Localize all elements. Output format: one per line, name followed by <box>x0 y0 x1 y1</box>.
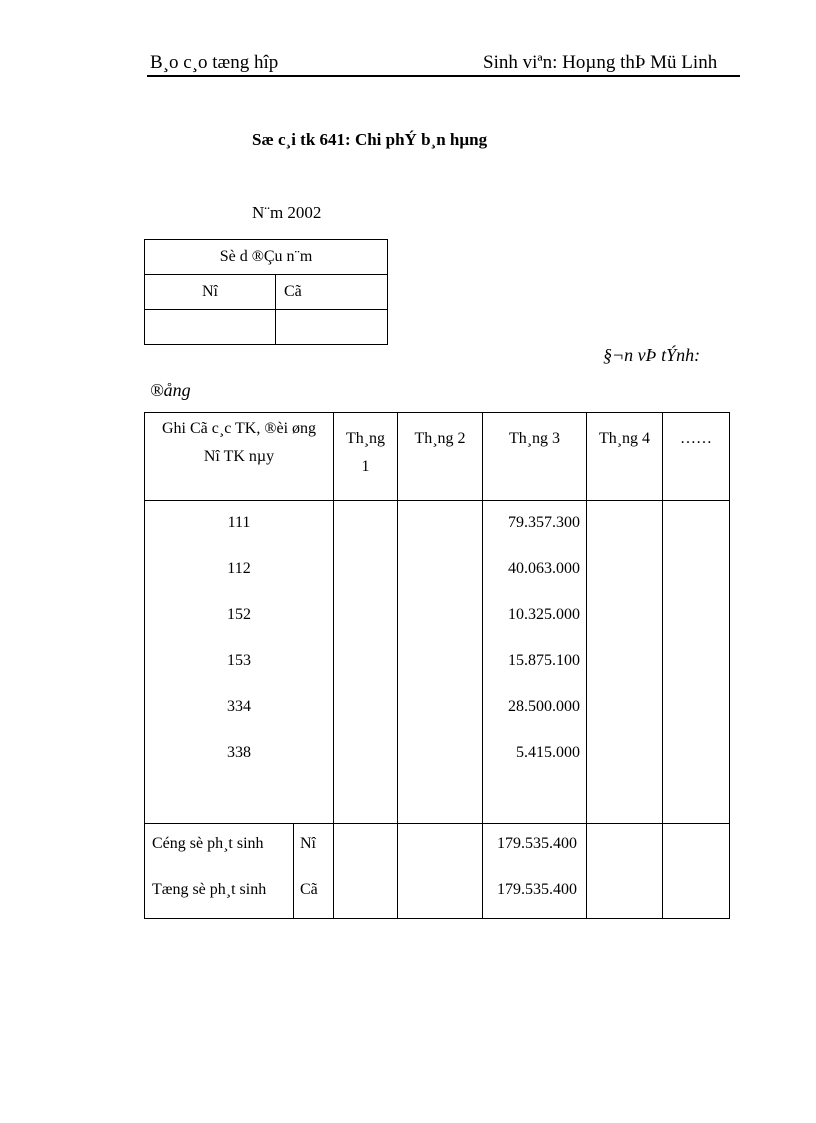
sum-month-3: 179.535.400 <box>497 881 578 898</box>
footer-month-4 <box>587 824 663 919</box>
footer-month-3 <box>483 824 587 919</box>
month-1-column <box>334 501 398 824</box>
header-month-1-line-2: 1 <box>361 458 370 475</box>
opening-debit-label: Nî <box>145 275 276 310</box>
opening-credit-label: Cã <box>276 275 388 310</box>
total-side: Nî <box>300 835 316 852</box>
account-row: 334 <box>227 698 251 715</box>
month-2-column <box>398 501 483 824</box>
account-row: 153 <box>227 652 251 669</box>
more-months-column <box>663 501 730 824</box>
sum-label: Tæng sè ph¸t sinh <box>152 881 267 898</box>
opening-balance-table <box>144 239 388 345</box>
footer-month-2 <box>398 824 483 919</box>
header-month-4-line-1: Th¸ng 4 <box>598 430 651 447</box>
header-more-months <box>663 413 730 501</box>
opening-credit-value <box>276 310 388 345</box>
page-title: Sæ c¸i tk 641: Chi phÝ b¸n hµng <box>252 130 488 149</box>
total-label: Céng sè ph¸t sinh <box>152 835 264 852</box>
header-student-name: Sinh viªn: Hoµng thÞ Mü Linh <box>483 52 718 73</box>
header-rule <box>147 75 740 77</box>
header-more-months-line: …… <box>680 430 713 447</box>
footer-label-cell <box>145 824 294 919</box>
amount-cell: 40.063.000 <box>508 560 581 577</box>
account-row: 338 <box>227 744 251 761</box>
amount-cell: 79.357.300 <box>508 514 581 531</box>
ledger-table <box>144 412 730 919</box>
account-row: 111 <box>227 514 251 531</box>
footer-more-months <box>663 824 730 919</box>
year-label: N¨m 2002 <box>252 203 322 222</box>
account-column <box>145 501 334 824</box>
header-account-line-2: Nî TK nµy <box>203 448 275 465</box>
amount-cell: 15.875.100 <box>508 652 581 669</box>
header-left-title: B¸o c¸o tæng hîp <box>150 52 279 73</box>
header-month-3-line-1: Th¸ng 3 <box>508 430 561 447</box>
unit-value: ®ång <box>150 380 191 400</box>
header-month-3 <box>483 413 587 501</box>
opening-balance-header: Sè d ®Çu n¨m <box>145 240 388 275</box>
footer-month-1 <box>334 824 398 919</box>
amount-cell: 10.325.000 <box>508 606 581 623</box>
header-month-1-line-1: Th¸ng <box>345 430 386 447</box>
unit-label: §¬n vÞ tÝnh: <box>603 345 701 365</box>
header-account-line-1: Ghi Cã c¸c TK, ®èi øng <box>161 420 317 437</box>
header-month-1 <box>334 413 398 501</box>
footer-side-cell <box>294 824 334 919</box>
month-3-column <box>483 501 587 824</box>
header-month-2 <box>398 413 483 501</box>
total-month-3: 179.535.400 <box>497 835 578 852</box>
amount-cell: 28.500.000 <box>508 698 581 715</box>
account-row: 152 <box>227 606 251 623</box>
account-row: 112 <box>227 560 251 577</box>
amount-cell: 5.415.000 <box>516 744 581 761</box>
month-4-column <box>587 501 663 824</box>
header-month-4 <box>587 413 663 501</box>
header-month-2-line-1: Th¸ng 2 <box>414 430 466 447</box>
header-account-cell <box>145 413 334 501</box>
sum-side: Cã <box>300 881 318 898</box>
opening-debit-value <box>145 310 276 345</box>
